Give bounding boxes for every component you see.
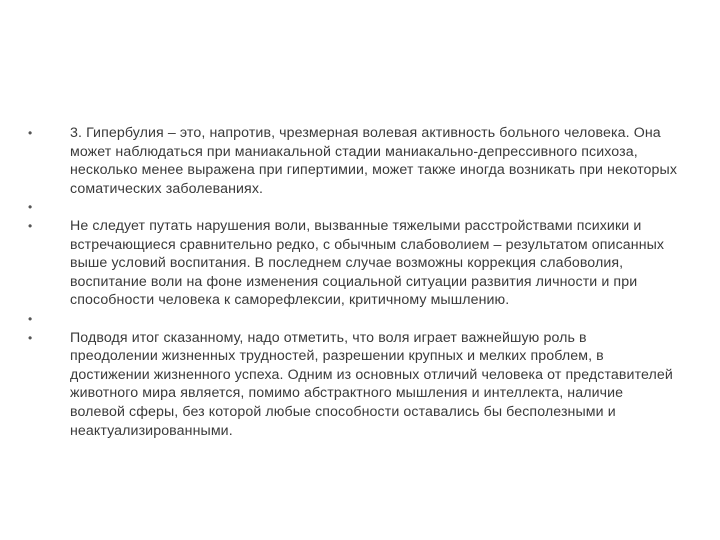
list-item-empty-1 bbox=[28, 198, 678, 217]
list-item-weak-will bbox=[28, 217, 678, 310]
paragraph-conclusion: Подводя итог сказанному, надо отметить, что воля играет важнейшую роль в преодолении жизненных трудностей, разрешении крупных и мелких проблем, в достижении жизненного успеха. Одним из основных отличий человека от представителей животного мира является, помимо абстрактного мышления и интеллекта, наличие волевой сферы, без которой любые способности оставались бы бесполезными и неактуализированными. bbox=[70, 329, 673, 439]
list-item-empty-2 bbox=[28, 310, 678, 329]
paragraph-weak-will: Не следует путать нарушения воли, вызванные тяжелыми расстройствами психики и встречающиеся сравнительно редко, с обычным слабоволием – результатом описанных выше условий воспитания. В последнем случае возможны коррекция слабоволия, воспитание воли на фоне изменения социальной ситуации развития личности и при способности человека к саморефлексии, критичному мышлению. bbox=[70, 217, 665, 309]
list-item-hyperbulia bbox=[28, 124, 678, 198]
paragraph-hyperbulia: 3. Гипербулия – это, напротив, чрезмерная волевая активность больного человека. Она может наблюдаться при маниакальной стадии маниакально-депрессивного психоза, несколько менее выражена при гипертимии, может также иногда возникать при некоторых соматических заболеваниях. bbox=[70, 125, 678, 197]
bullet-list bbox=[28, 124, 678, 440]
bullet-icon: • bbox=[28, 200, 33, 215]
bullet-icon: • bbox=[28, 218, 33, 233]
bullet-icon: • bbox=[28, 126, 33, 140]
bullet-icon: • bbox=[28, 311, 33, 326]
bullet-icon: • bbox=[28, 330, 33, 345]
list-item-conclusion bbox=[28, 329, 678, 441]
